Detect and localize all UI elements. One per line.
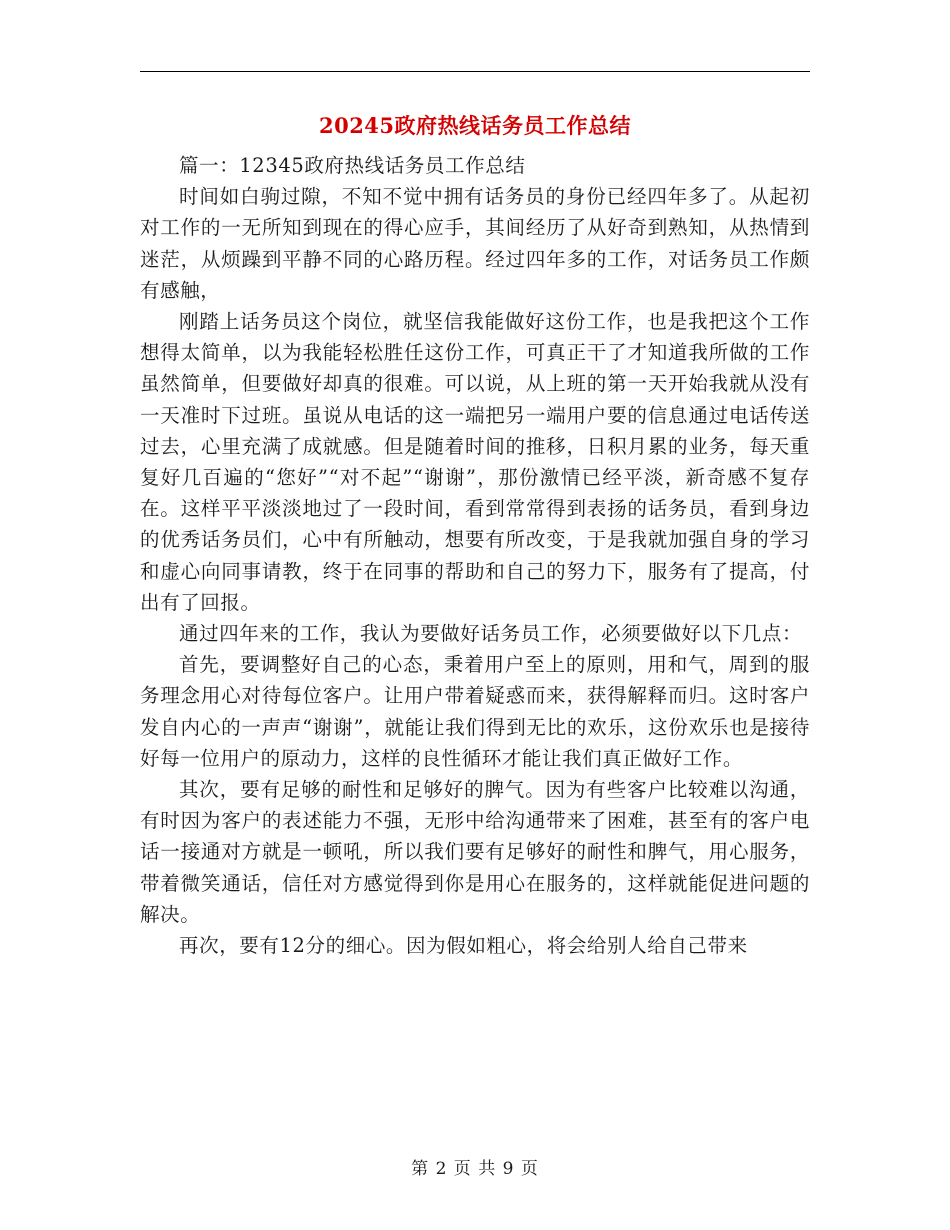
paragraph: 刚踏上话务员这个岗位，就坚信我能做好这份工作，也是我把这个工作想得太简单，以为我能轻松胜任这份工作，可真正干了才知道我所做的工作虽然简单，但要做好却真的很难。可以说，从上班的第一天开始我就从没有一天准时下过班。虽说从电话的这一端把另一端用户要的信息通过电话传送过去，心里充满了成就感。但是随着时间的推移，日积月累的业务，每天重复好几百遍的“您好”“对不起”“谢谢”，那份激情已经平淡，新奇感不复存在。这样平平淡淡地过了一段时间，看到常常得到表扬的话务员，看到身边的优秀话务员们，心中有所触动，想要有所改变，于是我就加强自身的学习和虚心向同事请教，终于在同事的帮助和自己的努力下，服务有了提高，付出有了回报。 bbox=[140, 310, 810, 614]
paragraph: 首先，要调整好自己的心态，秉着用户至上的原则，用和气，周到的服务理念用心对待每位客户。让用户带着疑惑而来，获得解释而归。这时客户发自内心的一声声“谢谢”，就能让我们得到无比的欢乐，这份欢乐也是接待好每一位用户的原动力，这样的良性循环才能让我们真正做好工作。 bbox=[140, 653, 810, 770]
paragraph: 通过四年来的工作，我认为要做好话务员工作，必须要做好以下几点： bbox=[179, 622, 803, 646]
header-rule bbox=[140, 71, 810, 72]
paragraph: 再次，要有12分的细心。因为假如粗心，将会给别人给自己带来 bbox=[179, 934, 748, 958]
document-title: 20245政府热线话务员工作总结 bbox=[318, 113, 632, 138]
document-body bbox=[140, 150, 810, 961]
section-heading: 篇一：12345政府热线话务员工作总结 bbox=[179, 154, 526, 177]
paragraph: 时间如白驹过隙，不知不觉中拥有话务员的身份已经四年多了。从起初对工作的一无所知到现在的得心应手，其间经历了从好奇到熟知，从热情到迷茫，从烦躁到平静不同的心路历程。经过四年多的工作，对话务员工作颇有感触， bbox=[140, 185, 810, 302]
paragraph: 其次，要有足够的耐性和足够好的脾气。因为有些客户比较难以沟通，有时因为客户的表述能力不强，无形中给沟通带来了困难，甚至有的客户电话一接通对方就是一顿吼，所以我们要有足够好的耐性和脾气，用心服务，带着微笑通话，信任对方感觉得到你是用心在服务的，这样就能促进问题的解决。 bbox=[140, 778, 810, 926]
page-footer: 第 2 页 共 9 页 bbox=[411, 1159, 539, 1179]
